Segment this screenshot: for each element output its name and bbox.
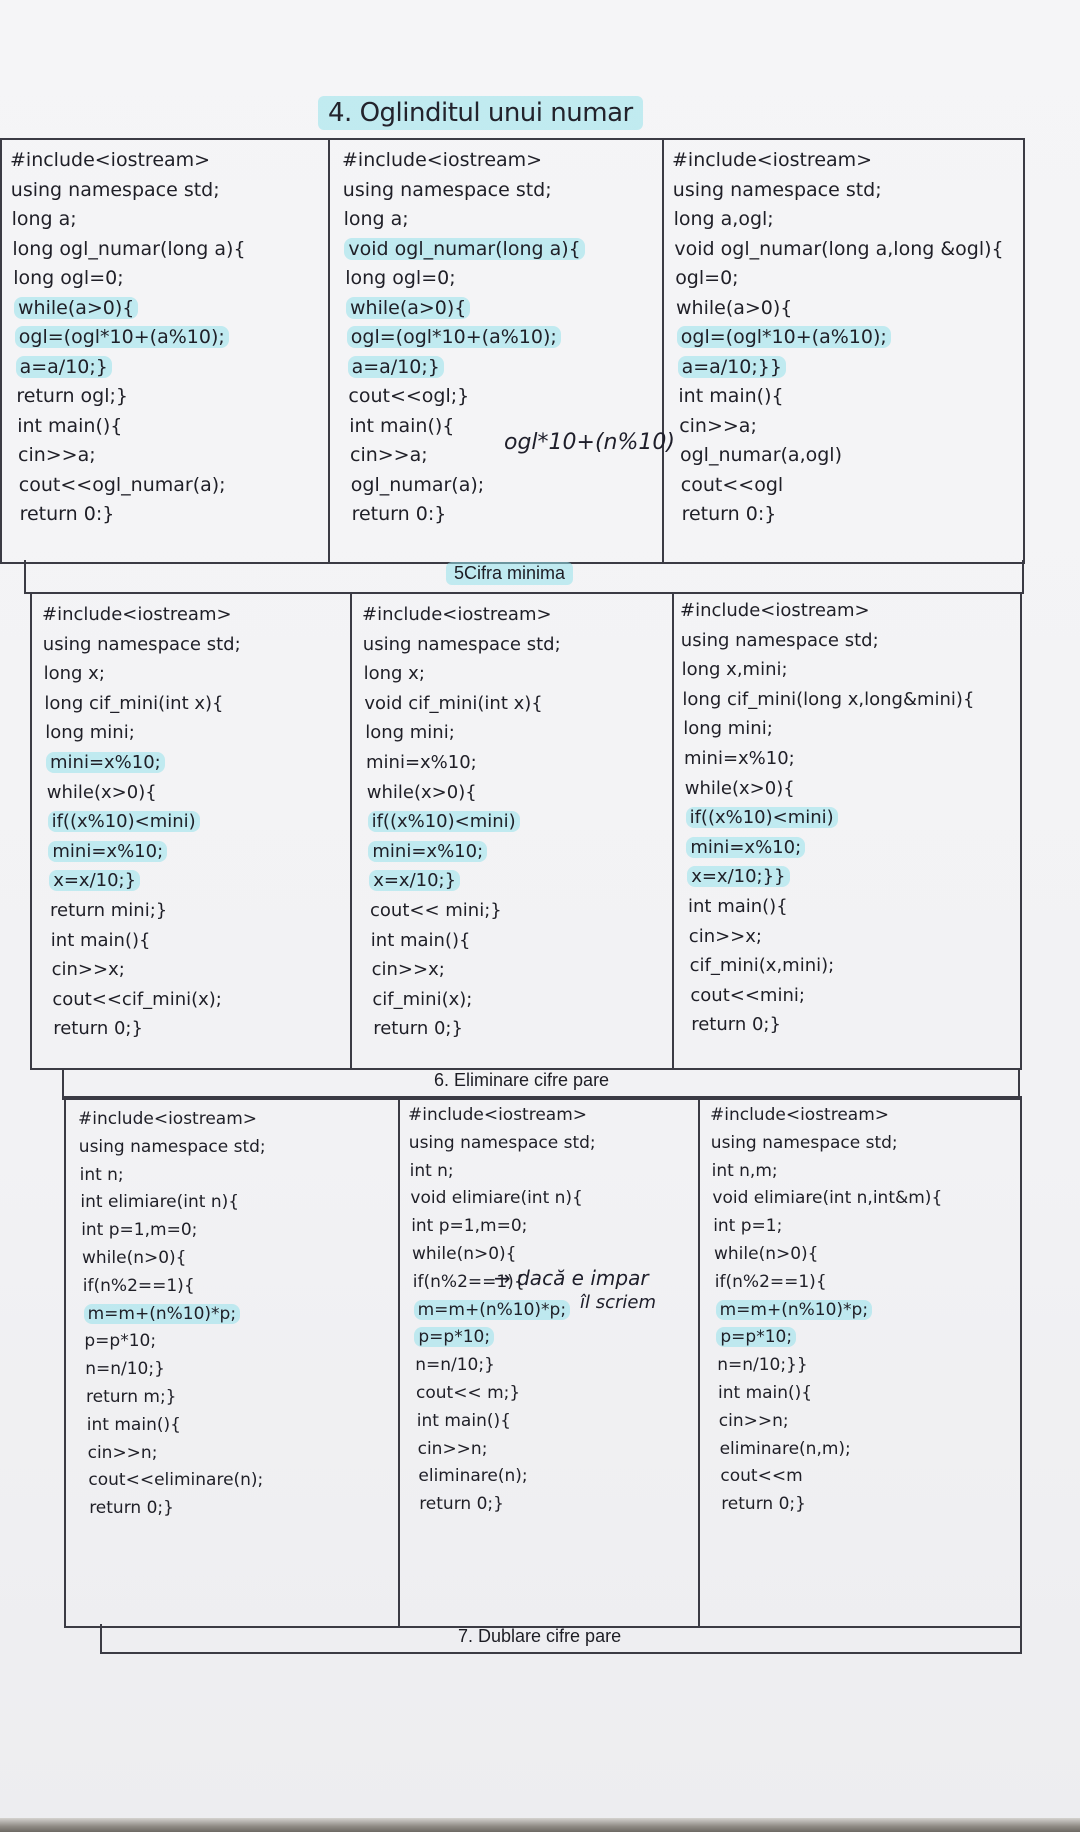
code-line: using namespace std; — [672, 178, 882, 201]
code-line: void ogl_numar(long a,long &ogl){ — [674, 237, 1004, 260]
code-line: long mini; — [365, 722, 455, 744]
code-line: while(n>0){ — [412, 1243, 517, 1264]
code-line: cif_mini(x,mini); — [689, 955, 835, 977]
code-list — [352, 594, 672, 1044]
code-line: using namespace std; — [408, 1132, 596, 1153]
code-list — [674, 594, 1024, 1040]
code-list — [66, 1098, 398, 1523]
code-line: int elimiare(int n){ — [80, 1192, 240, 1213]
code-line: int main(){ — [50, 929, 151, 951]
code-line: mini=x%10; — [362, 837, 672, 867]
code-line: cout<<mini; — [690, 984, 805, 1006]
row1-col3 — [662, 140, 1027, 562]
code-line: return 0;} — [89, 1498, 174, 1519]
section7-bar — [100, 1624, 1022, 1654]
code-line: using namespace std; — [362, 633, 561, 655]
code-line: return 0:} — [681, 503, 777, 525]
code-line: n=n/10;} — [415, 1355, 495, 1376]
code-line: return 0;} — [53, 1018, 143, 1040]
code-line: ogl=(ogl*10+(a%10); — [10, 323, 328, 353]
code-line: using namespace std; — [680, 629, 879, 651]
row3-col1 — [66, 1098, 398, 1626]
code-list — [32, 594, 350, 1044]
code-line: using namespace std; — [342, 178, 552, 201]
section5-bar — [24, 560, 1024, 594]
code-line: int main(){ — [349, 414, 455, 437]
code-line: #include<iostream> — [342, 149, 543, 171]
code-line: cin>>n; — [417, 1438, 488, 1459]
code-line: cout<<ogl;} — [348, 385, 470, 407]
code-line: n=n/10;}} — [717, 1355, 808, 1376]
row1-col2 — [328, 140, 662, 562]
code-line: p=p*10; — [84, 1331, 157, 1352]
code-line: using namespace std; — [78, 1136, 266, 1157]
row1-table — [0, 138, 1025, 564]
code-line: while(a>0){ — [342, 294, 662, 324]
row1-col1 — [2, 140, 328, 562]
row2-table — [30, 592, 1022, 1070]
code-line: cin>>n; — [87, 1442, 158, 1463]
code-line: cout<< mini;} — [370, 899, 502, 921]
code-line: long a,ogl; — [673, 208, 774, 230]
code-line: long x; — [43, 663, 105, 685]
code-line: int main(){ — [718, 1382, 813, 1403]
code-line: mini=x%10; — [42, 837, 350, 867]
code-line: cout<<eliminare(n); — [88, 1470, 264, 1491]
code-line: mini=x%10; — [684, 747, 795, 769]
code-line: p=p*10; — [710, 1324, 1024, 1352]
code-line: using namespace std; — [42, 633, 241, 655]
code-line: return ogl;} — [16, 385, 128, 407]
code-line: x=x/10;} — [362, 866, 672, 896]
code-line: long ogl=0; — [13, 267, 124, 289]
handnote-daca: → dacă e impar — [494, 1266, 649, 1290]
code-line: void ogl_numar(long a){ — [342, 235, 662, 265]
code-line: long a; — [343, 208, 409, 230]
code-line: mini=x%10; — [366, 751, 477, 773]
code-line: while(x>0){ — [46, 781, 157, 803]
code-line: int n; — [409, 1160, 454, 1181]
code-line: m=m+(n%10)*p; — [408, 1297, 698, 1325]
code-line: cin>>a; — [350, 444, 428, 466]
code-line: int main(){ — [370, 929, 471, 951]
handnote-scriem: îl scriem — [580, 1292, 657, 1313]
section5-title: 5Cifra minima — [446, 562, 573, 585]
code-line: if(n%2==1){ — [82, 1275, 195, 1296]
row2-col3 — [672, 594, 1024, 1068]
code-line: long cif_mini(long x,long&mini){ — [682, 688, 975, 710]
code-line: a=a/10;} — [10, 353, 328, 383]
code-line: if((x%10)<mini) — [42, 807, 350, 837]
code-line: long a; — [11, 208, 77, 230]
code-line: return 0:} — [351, 503, 447, 525]
handnote-ogl: ogl*10+(n%10) — [504, 430, 675, 455]
code-line: x=x/10;} — [42, 866, 350, 896]
code-line: cin>>a; — [679, 414, 757, 437]
code-line: int main(){ — [688, 895, 788, 917]
code-line: long ogl_numar(long a){ — [12, 237, 246, 260]
code-line: if((x%10)<mini) — [362, 807, 672, 837]
code-line: int n; — [79, 1164, 124, 1185]
code-line: cout<<cif_mini(x); — [52, 988, 222, 1010]
code-line: #include<iostream> — [78, 1109, 258, 1129]
code-line: long mini; — [683, 718, 773, 740]
row2-col1 — [32, 594, 350, 1068]
code-line: p=p*10; — [408, 1324, 698, 1352]
code-line: #include<iostream> — [672, 149, 873, 171]
code-line: if(n%2==1){ — [714, 1271, 827, 1292]
code-line: int main(){ — [17, 414, 123, 437]
code-line: ogl=(ogl*10+(a%10); — [342, 323, 662, 353]
code-line: cif_mini(x); — [372, 988, 473, 1010]
code-line: int main(){ — [678, 385, 784, 407]
code-line: cin>>a; — [18, 444, 96, 466]
code-line: #include<iostream> — [408, 1105, 588, 1125]
code-line: a=a/10;} — [342, 353, 662, 383]
code-line: while(a>0){ — [676, 296, 793, 319]
code-line: while(a>0){ — [10, 294, 328, 324]
code-line: mini=x%10; — [680, 833, 1024, 863]
code-line: #include<iostream> — [10, 149, 211, 171]
code-line: void elimiare(int n,int&m){ — [712, 1188, 943, 1209]
code-line: eliminare(n,m); — [719, 1438, 851, 1459]
code-line: using namespace std; — [10, 178, 220, 201]
code-list — [664, 140, 1027, 530]
code-line: while(x>0){ — [684, 777, 795, 799]
code-line: while(n>0){ — [714, 1243, 819, 1264]
code-line: cin>>n; — [718, 1410, 789, 1431]
code-line: using namespace std; — [710, 1132, 898, 1153]
code-line: x=x/10;}} — [680, 862, 1024, 892]
page-bottom-edge — [0, 1818, 1080, 1832]
code-line: return m;} — [86, 1386, 177, 1407]
code-line: cout<< m;} — [416, 1382, 521, 1403]
row3-col3 — [698, 1098, 1024, 1626]
code-line: #include<iostream> — [42, 604, 232, 625]
code-line: cout<<ogl — [680, 473, 784, 496]
code-line: return 0;} — [691, 1014, 781, 1036]
code-list — [700, 1098, 1024, 1519]
code-line: int n,m; — [711, 1160, 778, 1181]
code-line: return 0;} — [373, 1018, 463, 1040]
code-line: ogl=0; — [675, 267, 739, 289]
code-line: cin>>x; — [51, 959, 125, 981]
row2-col2 — [350, 594, 672, 1068]
code-line: return mini;} — [50, 899, 168, 921]
code-line: ogl=(ogl*10+(a%10); — [672, 323, 1027, 353]
code-line: while(n>0){ — [82, 1247, 187, 1268]
code-line: return 0;} — [721, 1494, 806, 1515]
code-list — [330, 140, 662, 530]
page-title: 4. Oglinditul unui numar — [318, 96, 643, 130]
row3-col2 — [398, 1098, 698, 1626]
code-line: #include<iostream> — [710, 1105, 890, 1125]
code-line: long ogl=0; — [345, 267, 456, 289]
code-line: long x; — [363, 663, 425, 685]
code-line: int p=1; — [713, 1216, 783, 1237]
code-line: long x,mini; — [681, 659, 788, 681]
code-line: void elimiare(int n){ — [410, 1188, 583, 1209]
code-line: m=m+(n%10)*p; — [78, 1301, 398, 1329]
code-line: int main(){ — [416, 1410, 511, 1431]
code-line: while(x>0){ — [366, 781, 477, 803]
code-line: #include<iostream> — [362, 604, 552, 625]
code-line: return 0;} — [419, 1494, 504, 1515]
code-line: long mini; — [45, 722, 135, 744]
code-line: int p=1,m=0; — [411, 1216, 528, 1237]
code-line: int main(){ — [86, 1414, 181, 1435]
section6-title: 6. Eliminare cifre pare — [434, 1070, 610, 1090]
section7-title: 7. Dublare cifre pare — [458, 1626, 622, 1646]
code-line: cin>>x; — [688, 925, 762, 947]
code-line: ogl_numar(a); — [350, 473, 485, 496]
code-line: int p=1,m=0; — [81, 1220, 198, 1241]
code-line: m=m+(n%10)*p; — [710, 1297, 1024, 1325]
code-list — [2, 140, 328, 530]
code-line: mini=x%10; — [42, 748, 350, 778]
code-line: ogl_numar(a,ogl) — [680, 444, 842, 466]
code-line: #include<iostream> — [680, 600, 870, 621]
code-line: if(n%2==1){ — [412, 1271, 525, 1292]
code-line: cout<<ogl_numar(a); — [18, 473, 226, 496]
code-line: return 0:} — [19, 503, 115, 525]
row3-table — [64, 1096, 1022, 1628]
code-line: cout<<m — [720, 1466, 803, 1487]
code-line: void cif_mini(int x){ — [364, 692, 543, 714]
code-line: long cif_mini(int x){ — [44, 692, 224, 714]
code-line: a=a/10;}} — [672, 353, 1027, 383]
code-line: cin>>x; — [371, 959, 445, 981]
code-line: if((x%10)<mini) — [680, 803, 1024, 833]
code-line: n=n/10;} — [85, 1359, 165, 1380]
code-line: eliminare(n); — [418, 1466, 528, 1487]
